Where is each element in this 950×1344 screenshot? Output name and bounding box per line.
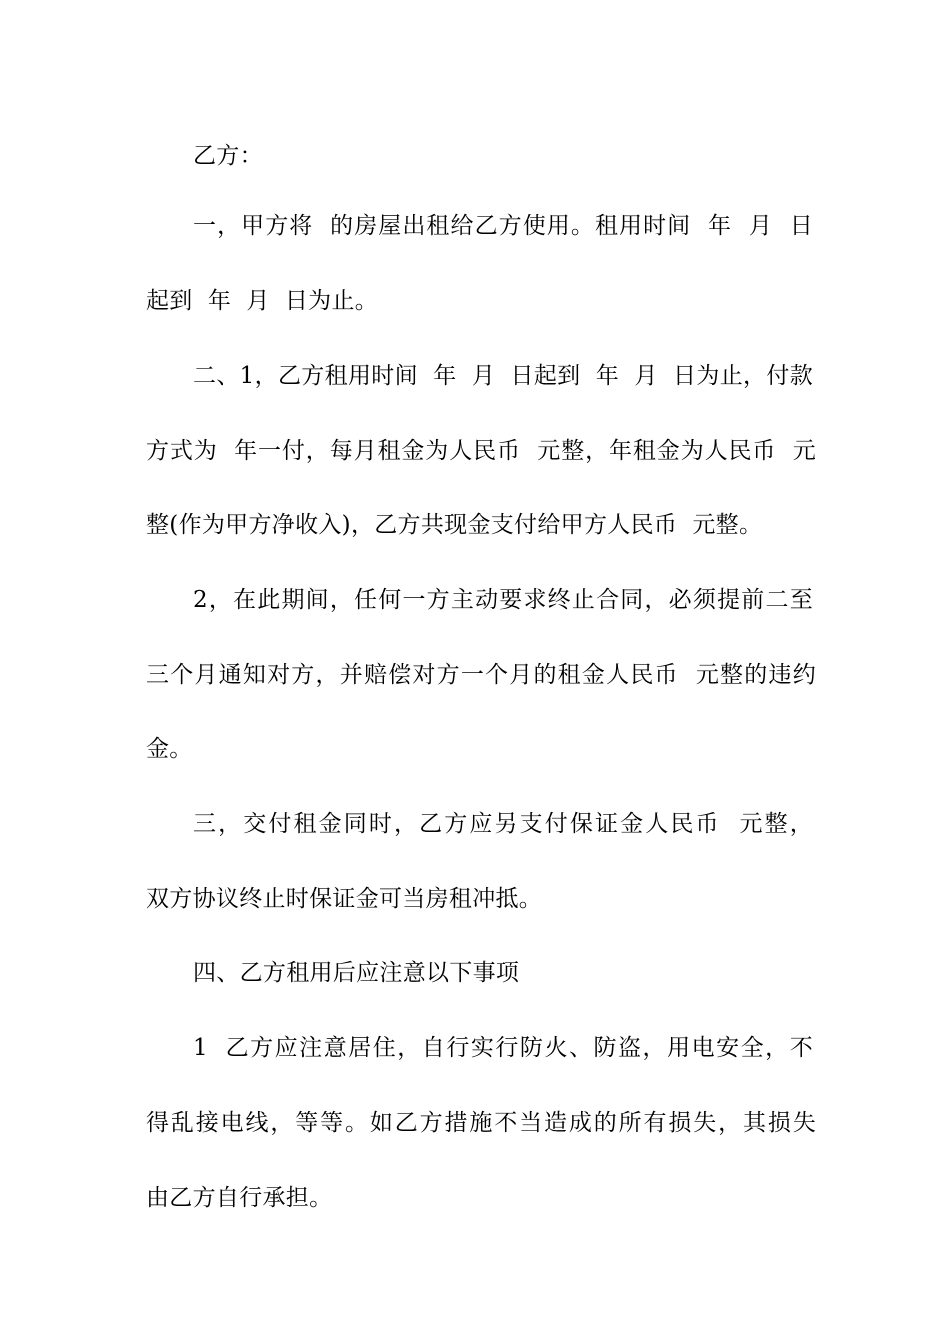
clause-2-2-line-1: 2，在此期间，任何一方主动要求终止合同，必须提前二至 [193, 587, 813, 613]
clause-1-line-1: 一，甲方将 的房屋出租给乙方使用。租用时间 年 月 日 [193, 213, 813, 239]
clause-2-2-line-2: 三个月通知对方，并赔偿对方一个月的租金人民币 元整的违约 [146, 662, 816, 688]
party-b-label: 乙方： [193, 143, 263, 169]
clause-3-line-2: 双方协议终止时保证金可当房租冲抵。 [146, 886, 543, 912]
clause-4-1-line-1: 1 乙方应注意居住，自行实行防火、防盗，用电安全，不 [193, 1035, 813, 1061]
clause-4-1-line-3: 由乙方自行承担。 [146, 1185, 333, 1211]
clause-4-1-line-2: 得乱接电线，等等。如乙方措施不当造成的所有损失，其损失 [146, 1110, 816, 1136]
clause-1-line-2: 起到 年 月 日为止。 [146, 288, 379, 314]
clause-3-line-1: 三，交付租金同时，乙方应另支付保证金人民币 元整， [193, 811, 813, 837]
clause-2-line-3: 整(作为甲方净收入)，乙方共现金支付给甲方人民币 元整。 [146, 512, 763, 538]
clause-2-line-1: 二、1，乙方租用时间 年 月 日起到 年 月 日为止，付款 [193, 363, 813, 389]
clause-4-heading: 四、乙方租用后应注意以下事项 [193, 960, 520, 986]
clause-2-line-2: 方式为 年一付，每月租金为人民币 元整，年租金为人民币 元 [146, 438, 816, 464]
clause-2-2-line-3: 金。 [146, 736, 193, 762]
